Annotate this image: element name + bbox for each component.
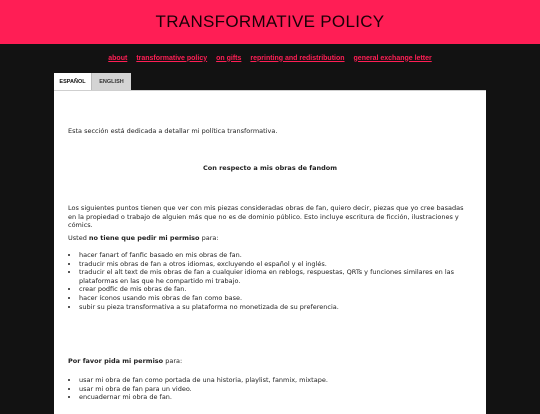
section-heading: Con respecto a mis obras de fandom [202, 164, 338, 172]
list-item: • hacer fanart of fanfic basado en mis obras de fan. [79, 251, 473, 260]
tab-espanol[interactable]: ESPAÑOL [54, 73, 91, 90]
list-item: • encuadernar mi obra de fan. [79, 393, 473, 402]
site-banner [0, 0, 540, 44]
tab-english[interactable]: ENGLISH [91, 73, 131, 90]
intro-text: Esta sección está dedicada a detallar mi política transformativa. [68, 127, 278, 135]
top-nav [0, 44, 540, 72]
list-item: • traducir el alt text de mis obras de fan a cualquier idioma en reblogs, respuestas, QRTs y funciones similares en las plataformas en las que he compartido mi trabajo. [79, 268, 473, 285]
no-permission-suffix: para: [199, 234, 219, 242]
nav-link-on-gifts[interactable]: on gifts [216, 54, 242, 62]
nav-link-reprinting[interactable]: reprinting and redistribution [250, 54, 345, 62]
ask-permission-suffix: para: [163, 357, 183, 365]
list-item: • usar mi obra de fan para un video. [79, 385, 473, 394]
list-item: • usar mi obra de fan como portada de una historia, playlist, fanmix, mixtape. [79, 376, 473, 385]
no-permission-list [68, 251, 473, 311]
site-title: TRANSFORMATIVE POLICY [155, 12, 385, 31]
nav-link-transformative-policy[interactable]: transformative policy [136, 54, 208, 62]
ask-permission-list [68, 376, 473, 402]
ask-permission-intro [68, 357, 182, 366]
nav-link-exchange-letter[interactable]: general exchange letter [353, 54, 432, 62]
ask-permission-bold: Por favor pida mi permiso [68, 357, 164, 365]
no-permission-prefix: Usted [68, 234, 89, 242]
nav-link-about[interactable]: about [108, 54, 128, 62]
no-permission-intro [68, 234, 219, 243]
language-tabs [54, 73, 486, 90]
tab-content [54, 90, 486, 414]
content-panel [54, 73, 486, 413]
description-paragraph: Los siguientes puntos tienen que ver con mis piezas consideradas obras de fan, quiero decir, piezas que yo cree basadas en la propiedad o trabajo de alguien más que no es de dominio público. Esto incluye escritura de ficción, ilustraciones y cómics. [68, 204, 464, 230]
no-permission-bold: no tiene que pedir mi permiso [88, 234, 200, 242]
list-item: • subir su pieza transformativa a su plataforma no monetizada de su preferencia. [79, 303, 473, 312]
list-item: • hacer íconos usando mis obras de fan como base. [79, 294, 473, 303]
list-item: • traducir mis obras de fan a otros idiomas, excluyendo el español y el inglés. [79, 260, 473, 269]
list-item: • crear podfic de mis obras de fan. [79, 285, 473, 294]
